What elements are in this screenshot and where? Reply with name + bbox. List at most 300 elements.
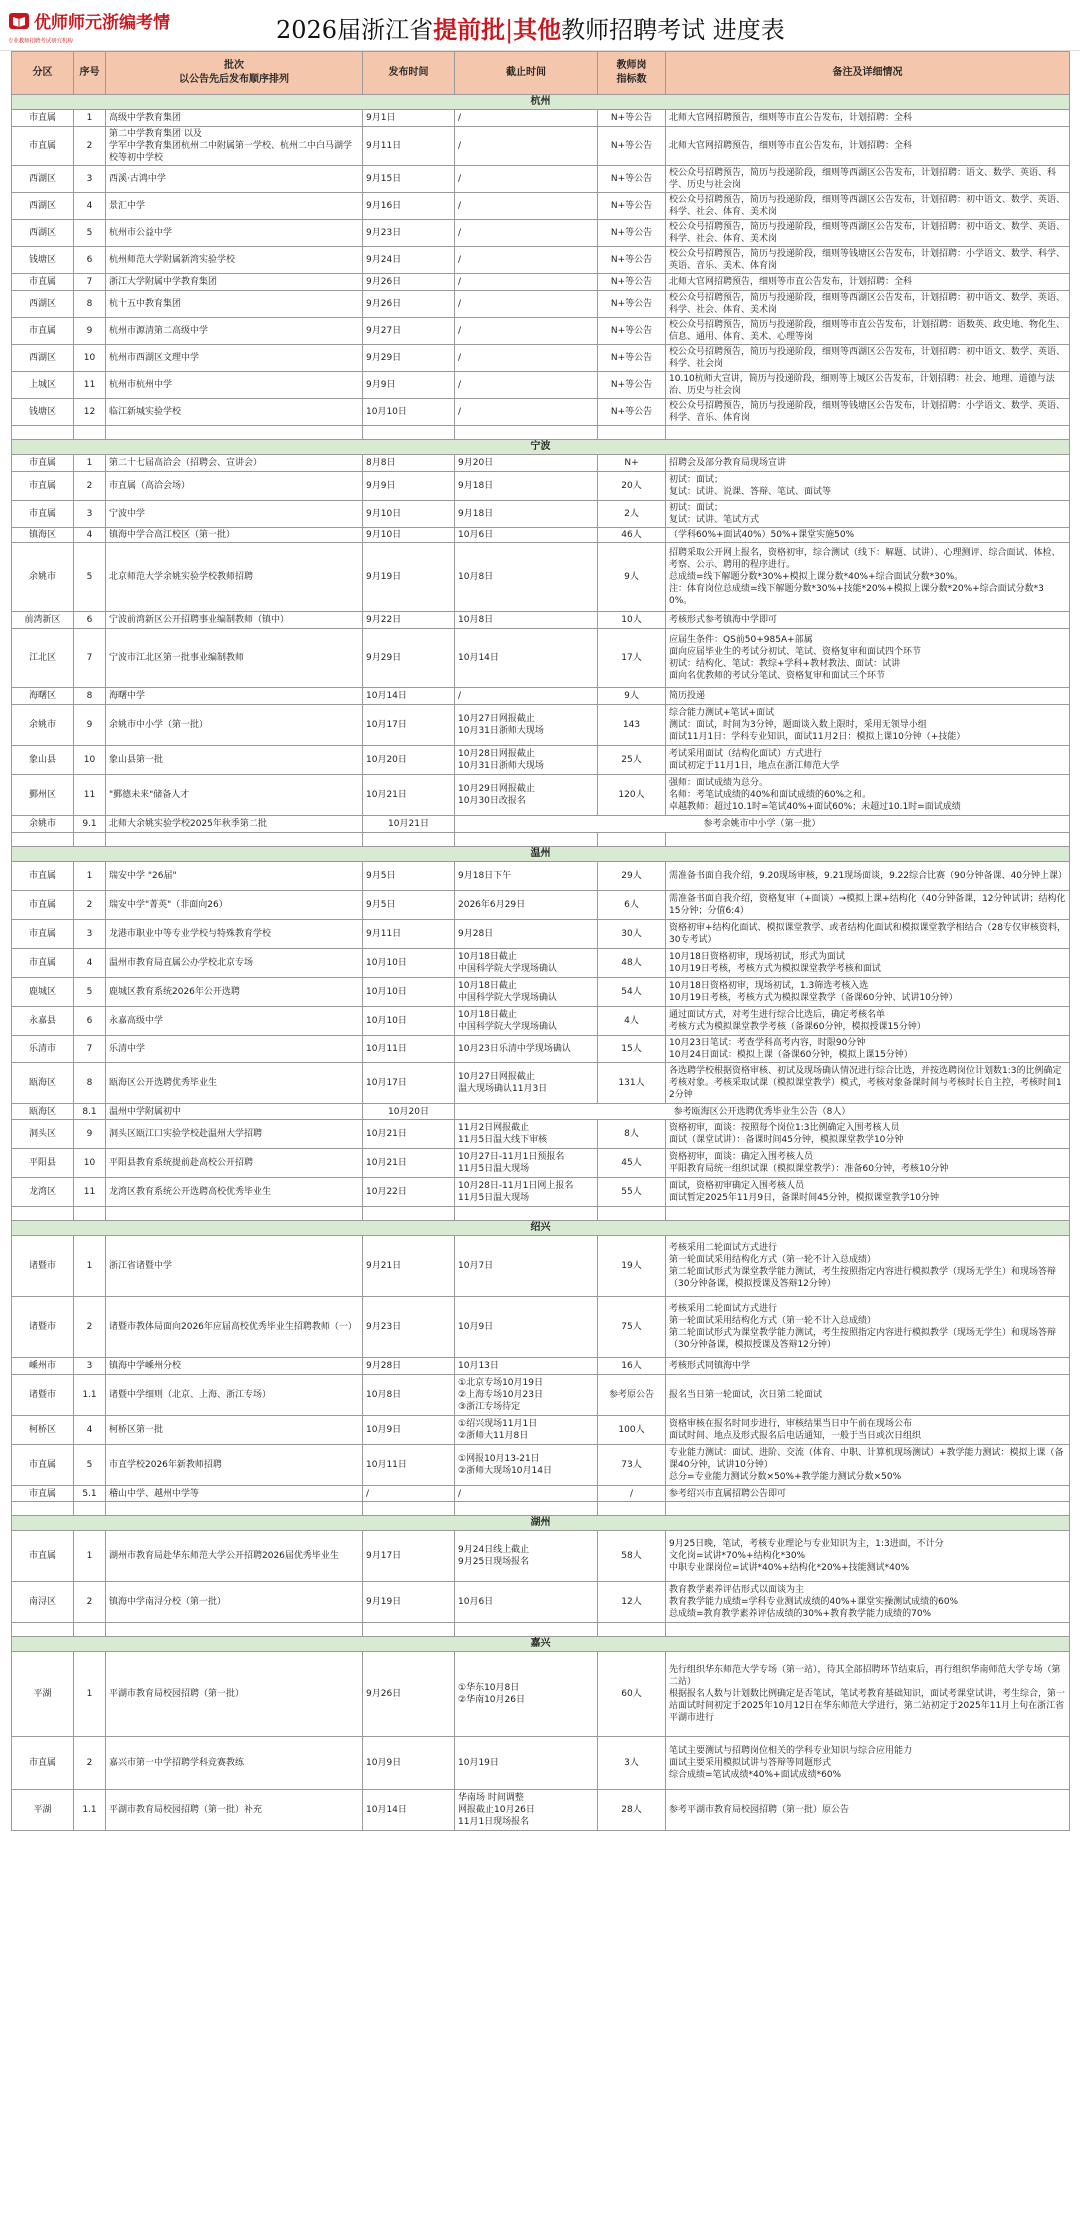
cell-publish-time: 10月10日	[363, 949, 455, 978]
cell-index: 5.1	[74, 1486, 106, 1502]
table-row	[12, 1358, 1070, 1375]
title-separator: |	[505, 16, 514, 44]
table-row	[12, 399, 1070, 426]
cell-region: 平阳县	[12, 1149, 74, 1178]
cell-deadline: 10月13日	[455, 1358, 598, 1375]
cell-batch: 温州市教育局直属公办学校北京专场	[106, 949, 363, 978]
cell-region: 平湖	[12, 1790, 74, 1831]
blank-row	[12, 1502, 1070, 1516]
cell-deadline: 9月24日线上截止 9月25日现场报名	[455, 1531, 598, 1582]
cell-deadline: /	[455, 127, 598, 166]
cell-notes: 考核形式同镇海中学	[666, 1358, 1070, 1375]
cell-notes: （学科60%+面试40%）50%+课堂实施50%	[666, 528, 1070, 543]
cell-region: 海曙区	[12, 688, 74, 705]
title-highlight-early: 提前批	[433, 15, 506, 44]
cell-region: 西湖区	[12, 220, 74, 247]
cell-index: 1	[74, 1236, 106, 1297]
table-row	[12, 127, 1070, 166]
cell-index: 5	[74, 1445, 106, 1486]
cell-quota: 46人	[598, 528, 666, 543]
cell-quota: 100人	[598, 1416, 666, 1445]
cell-batch: 镇海中学合高江校区（第一批）	[106, 528, 363, 543]
table-row	[12, 688, 1070, 705]
cell-quota: 29人	[598, 862, 666, 891]
cell-deadline: 2026年6月29日	[455, 891, 598, 920]
blank-cell	[455, 426, 598, 440]
table-header-row	[12, 52, 1070, 95]
cell-deadline: /	[455, 399, 598, 426]
cell-notes: 10.10杭师大宣讲，简历与投递阶段，细则等上城区公告发布，计划招聘：社会、地理、道德与法治、历史与社会岗	[666, 372, 1070, 399]
cell-deadline: 9月20日	[455, 455, 598, 472]
cell-region: 西湖区	[12, 345, 74, 372]
cell-deadline: 10月28日-11月1日网上报名 11月5日温大现场	[455, 1178, 598, 1207]
cell-notes: 北师大官网招聘预告，细则等市直公告发布，计划招聘：全科	[666, 274, 1070, 291]
cell-index: 9	[74, 705, 106, 746]
cell-notes: 参考余姚市中小学（第一批）	[455, 816, 1070, 833]
section-title: 嘉兴	[12, 1637, 1070, 1652]
cell-index: 7	[74, 629, 106, 688]
cell-quota: 30人	[598, 920, 666, 949]
cell-quota: 75人	[598, 1297, 666, 1358]
blank-cell	[74, 1502, 106, 1516]
blank-row	[12, 426, 1070, 440]
cell-deadline: 10月6日	[455, 1582, 598, 1623]
cell-region: 鹿城区	[12, 978, 74, 1007]
table-row	[12, 247, 1070, 274]
cell-index: 7	[74, 274, 106, 291]
cell-batch: 瓯海区公开选聘优秀毕业生	[106, 1063, 363, 1104]
cell-region: 瓯海区	[12, 1104, 74, 1120]
cell-publish-time: 10月11日	[363, 1445, 455, 1486]
cell-publish-time: 10月11日	[363, 1036, 455, 1063]
cell-deadline: /	[455, 193, 598, 220]
logo-subtitle: 专业教师招聘考试研究机构	[8, 37, 73, 45]
cell-batch: 海曙中学	[106, 688, 363, 705]
table-row	[12, 746, 1070, 775]
cell-deadline: /	[455, 291, 598, 318]
cell-region: 市直属	[12, 110, 74, 127]
section-row	[12, 440, 1070, 455]
cell-batch: 平湖市教育局校园招聘（第一批）补充	[106, 1790, 363, 1831]
cell-index: 11	[74, 1178, 106, 1207]
cell-index: 8.1	[74, 1104, 106, 1120]
cell-quota: 54人	[598, 978, 666, 1007]
cell-quota: 60人	[598, 1652, 666, 1737]
cell-region: 上城区	[12, 372, 74, 399]
cell-deadline: 华南场 时间调整 网报截止10月26日 11月1日现场报名	[455, 1790, 598, 1831]
cell-index: 3	[74, 501, 106, 528]
cell-deadline: ①绍兴现场11月1日 ②浙师大11月8日	[455, 1416, 598, 1445]
cell-publish-time: 9月23日	[363, 220, 455, 247]
cell-quota: 10人	[598, 612, 666, 629]
cell-region: 市直属	[12, 1737, 74, 1790]
cell-deadline: 10月28日网报截止 10月31日浙师大现场	[455, 746, 598, 775]
section-row	[12, 1221, 1070, 1236]
blank-cell	[106, 426, 363, 440]
table-row	[12, 1375, 1070, 1416]
cell-index: 2	[74, 1297, 106, 1358]
blank-cell	[598, 1207, 666, 1221]
cell-region: 市直属	[12, 472, 74, 501]
cell-quota: 48人	[598, 949, 666, 978]
cell-notes: 校公众号招聘预告，简历与投递阶段，细则等西湖区公告发布，计划招聘：初中语文、数学、英语、科学、社会、体育、美术岗	[666, 220, 1070, 247]
cell-index: 4	[74, 949, 106, 978]
cell-notes: 参考绍兴市直属招聘公告即可	[666, 1486, 1070, 1502]
cell-quota: 8人	[598, 1120, 666, 1149]
cell-index: 8	[74, 688, 106, 705]
section-title: 温州	[12, 847, 1070, 862]
table-row	[12, 978, 1070, 1007]
cell-notes: 校公众号招聘预告，简历与投递阶段，细则等钱塘区公告发布，计划招聘：小学语文、数学、英语、科学、音乐、体育岗	[666, 399, 1070, 426]
cell-region: 平湖	[12, 1652, 74, 1737]
cell-notes: 10月18日资格初审，现场初试，形式为面试 10月19日考核，考核方式为模拟课堂教学考核和面试	[666, 949, 1070, 978]
table-row	[12, 1652, 1070, 1737]
cell-region: 象山县	[12, 746, 74, 775]
table-row	[12, 455, 1070, 472]
cell-index: 7	[74, 1036, 106, 1063]
cell-notes: 考核采用二轮面试方式进行 第一轮面试采用结构化方式（第一轮不计入总成绩） 第二轮面试形式为课堂教学能力测试，考生按照指定内容进行模拟教学（现场无学生）和现场答辩（30分钟备课，模拟授课及答辩12分钟）	[666, 1236, 1070, 1297]
header-publish-time: 发布时间	[363, 52, 455, 95]
cell-region: 镇海区	[12, 528, 74, 543]
cell-region: 龙湾区	[12, 1178, 74, 1207]
cell-quota: 12人	[598, 1582, 666, 1623]
table-row	[12, 949, 1070, 978]
cell-publish-time: 9月21日	[363, 1236, 455, 1297]
cell-index: 5	[74, 978, 106, 1007]
cell-quota: 9人	[598, 688, 666, 705]
cell-index: 10	[74, 746, 106, 775]
cell-notes: 10月23日笔试：考查学科高考内容，时限90分钟 10月24日面试：模拟上课（备课60分钟，模拟上课15分钟）	[666, 1036, 1070, 1063]
cell-index: 8	[74, 1063, 106, 1104]
cell-batch: 高级中学教育集团	[106, 110, 363, 127]
cell-index: 2	[74, 1582, 106, 1623]
table-body	[12, 95, 1070, 1831]
cell-region: 市直属	[12, 501, 74, 528]
cell-batch: 北师大余姚实验学校2025年秋季第二批	[106, 816, 363, 833]
cell-batch: 北京师范大学余姚实验学校教师招聘	[106, 543, 363, 612]
cell-batch: 柯桥区第一批	[106, 1416, 363, 1445]
cell-notes: 参考瓯海区公开选聘优秀毕业生公告（8人）	[455, 1104, 1070, 1120]
cell-publish-time: 10月21日	[363, 1149, 455, 1178]
table-row	[12, 318, 1070, 345]
cell-quota: N+等公告	[598, 127, 666, 166]
cell-batch: 余姚市中小学（第一批）	[106, 705, 363, 746]
blank-cell	[455, 1623, 598, 1637]
cell-quota: 55人	[598, 1178, 666, 1207]
cell-batch: 瑞安中学"菁英"（非面向26）	[106, 891, 363, 920]
cell-batch: 平阳县教育系统提前赴高校公开招聘	[106, 1149, 363, 1178]
cell-notes: 北师大官网招聘预告，细则等市直公告发布，计划招聘：全科	[666, 127, 1070, 166]
cell-quota: 28人	[598, 1790, 666, 1831]
cell-quota: 参考原公告	[598, 1375, 666, 1416]
blank-cell	[74, 833, 106, 847]
cell-deadline: 10月8日	[455, 543, 598, 612]
cell-deadline: 9月18日	[455, 501, 598, 528]
blank-cell	[666, 1502, 1070, 1516]
cell-notes: 简历投递	[666, 688, 1070, 705]
cell-batch: 诸暨市教体局面向2026年应届高校优秀毕业生招聘教师（一）	[106, 1297, 363, 1358]
cell-quota: 120人	[598, 775, 666, 816]
cell-region: 市直属	[12, 127, 74, 166]
cell-publish-time: 10月22日	[363, 1178, 455, 1207]
blank-cell	[455, 1207, 598, 1221]
blank-cell	[666, 426, 1070, 440]
section-row	[12, 1516, 1070, 1531]
cell-quota: N+等公告	[598, 345, 666, 372]
progress-table	[11, 51, 1070, 1831]
cell-notes: 资格初审，面谈：按照每个岗位1:3比例确定入围考核人员 面试（课堂试讲）：备课时间45分钟，模拟课堂教学10分钟	[666, 1120, 1070, 1149]
cell-deadline: /	[455, 220, 598, 247]
cell-index: 6	[74, 612, 106, 629]
cell-notes: 初试：面试； 复试：试讲、说课、答辩、笔试、面试等	[666, 472, 1070, 501]
section-row	[12, 1637, 1070, 1652]
table-row	[12, 1737, 1070, 1790]
table-row	[12, 1582, 1070, 1623]
cell-region: 市直属	[12, 274, 74, 291]
cell-index: 4	[74, 528, 106, 543]
table-row	[12, 1104, 1070, 1120]
title-highlight-other: 其他	[513, 15, 562, 44]
blank-cell	[12, 833, 74, 847]
cell-deadline: 10月27日网报截止 10月31日浙师大现场	[455, 705, 598, 746]
cell-notes: 校公众号招聘预告，简历与投递阶段，细则等钱塘区公告发布，计划招聘：小学语文、数学、科学、英语、音乐、美术、体育岗	[666, 247, 1070, 274]
cell-deadline: 10月14日	[455, 629, 598, 688]
cell-index: 3	[74, 1358, 106, 1375]
cell-region: 市直属	[12, 862, 74, 891]
blank-cell	[666, 1623, 1070, 1637]
cell-quota: /	[598, 1486, 666, 1502]
cell-deadline: 9月18日下午	[455, 862, 598, 891]
cell-batch: 龙港市职业中等专业学校与特殊教育学校	[106, 920, 363, 949]
cell-publish-time: 10月17日	[363, 705, 455, 746]
cell-batch: 临江新城实验学校	[106, 399, 363, 426]
blank-cell	[106, 833, 363, 847]
cell-quota: N+等公告	[598, 110, 666, 127]
cell-notes: 校公众号招聘预告，简历与投递阶段，细则等西湖区公告发布，计划招聘：初中语文、数学、英语、科学、社会、体育、美术岗	[666, 291, 1070, 318]
cell-batch: 龙湾区教育系统公开选聘高校优秀毕业生	[106, 1178, 363, 1207]
table-row	[12, 612, 1070, 629]
cell-deadline: 9月28日	[455, 920, 598, 949]
cell-notes: 笔试主要测试与招聘岗位相关的学科专业知识与综合应用能力 面试主要采用模拟试讲与答辩等同题形式 综合成绩=笔试成绩*40%+面试成绩*60%	[666, 1737, 1070, 1790]
cell-deadline: 10月6日	[455, 528, 598, 543]
cell-deadline: 11月2日网报截止 11月5日温大线下审核	[455, 1120, 598, 1149]
cell-region: 市直属	[12, 920, 74, 949]
cell-publish-time: 9月24日	[363, 247, 455, 274]
cell-batch: 稽山中学、越州中学等	[106, 1486, 363, 1502]
section-title: 湖州	[12, 1516, 1070, 1531]
cell-deadline: 10月18日截止 中国科学院大学现场确认	[455, 1007, 598, 1036]
cell-publish-time: 9月19日	[363, 1582, 455, 1623]
cell-region: 诸暨市	[12, 1375, 74, 1416]
cell-batch: 浙江省诸暨中学	[106, 1236, 363, 1297]
cell-region: 市直属	[12, 891, 74, 920]
blank-cell	[363, 833, 455, 847]
table-row	[12, 629, 1070, 688]
cell-region: 诸暨市	[12, 1297, 74, 1358]
cell-quota: 20人	[598, 472, 666, 501]
cell-index: 11	[74, 775, 106, 816]
cell-deadline: /	[455, 110, 598, 127]
cell-deadline: 10月23日乐清中学现场确认	[455, 1036, 598, 1063]
blank-cell	[363, 1502, 455, 1516]
cell-region: 余姚市	[12, 543, 74, 612]
cell-index: 9.1	[74, 816, 106, 833]
table-row	[12, 372, 1070, 399]
blank-cell	[455, 1502, 598, 1516]
cell-quota: 6人	[598, 891, 666, 920]
cell-publish-time: 9月17日	[363, 1531, 455, 1582]
cell-publish-time: 9月26日	[363, 291, 455, 318]
cell-index: 10	[74, 345, 106, 372]
header-index: 序号	[74, 52, 106, 95]
cell-index: 10	[74, 1149, 106, 1178]
cell-index: 1	[74, 862, 106, 891]
cell-batch: 市直学校2026年新教师招聘	[106, 1445, 363, 1486]
section-row	[12, 95, 1070, 110]
header-batch: 批次 以公告先后发布顺序排列	[106, 52, 363, 95]
cell-deadline: /	[455, 247, 598, 274]
blank-cell	[666, 1207, 1070, 1221]
cell-region: 诸暨市	[12, 1236, 74, 1297]
cell-region: 钱塘区	[12, 399, 74, 426]
cell-region: 市直属	[12, 1531, 74, 1582]
cell-notes: 专业能力测试：面试、进阶、交流（体育、中职、计算机现场测试）+教学能力测试：模拟上课（备课40分钟，试讲10分钟） 总分=专业能力测试分数×50%+教学能力测试分数×50%	[666, 1445, 1070, 1486]
cell-publish-time: 9月11日	[363, 127, 455, 166]
cell-notes: 应届生条件：QS前50+985A+部属 面向应届毕业生的考试分初试、笔试、资格复审和面试四个环节 初试：结构化、笔试：教综+学科+教材教法、面试：试讲 面向名优教师的考试分笔试、资格复审和面试三个环节	[666, 629, 1070, 688]
table-row	[12, 1790, 1070, 1831]
table-row	[12, 472, 1070, 501]
cell-batch: 杭州市杭州中学	[106, 372, 363, 399]
table-row	[12, 543, 1070, 612]
cell-publish-time: 10月20日	[363, 1104, 455, 1120]
cell-batch: 第二十七届高洽会（招聘会、宣讲会）	[106, 455, 363, 472]
cell-index: 3	[74, 166, 106, 193]
cell-deadline: ①网报10月13-21日 ②浙师大现场10月14日	[455, 1445, 598, 1486]
cell-publish-time: 10月21日	[363, 775, 455, 816]
cell-batch: 景汇中学	[106, 193, 363, 220]
cell-batch: 西溪·古鸿中学	[106, 166, 363, 193]
cell-quota: N+等公告	[598, 220, 666, 247]
cell-notes: 先行组织华东师范大学专场（第一站），待其全部招聘环节结束后，再行组织华南师范大学专场（第二站） 根据报名人数与计划数比例确定是否笔试，笔试考教育基础知识，面试考课堂试讲，考生综合，第一站面试时间初定于2025年10月12日在华东师范大学进行，第二站初定于2025年11月上旬在浙江省平湖市进行	[666, 1652, 1070, 1737]
cell-region: 南浔区	[12, 1582, 74, 1623]
table-row	[12, 775, 1070, 816]
cell-publish-time: 9月1日	[363, 110, 455, 127]
cell-region: 市直属	[12, 455, 74, 472]
table-row	[12, 1297, 1070, 1358]
blank-cell	[598, 833, 666, 847]
cell-notes: 资格初审+结构化面试、模拟课堂教学、或者结构化面试和模拟课堂教学相结合（28专仅审核资料，30专考试）	[666, 920, 1070, 949]
cell-notes: 需准备书面自我介绍，9.20现场审核，9.21现场面谈，9.22综合比赛（90分钟备课、40分钟上课）	[666, 862, 1070, 891]
cell-batch: 永嘉高级中学	[106, 1007, 363, 1036]
cell-region: 前湾新区	[12, 612, 74, 629]
cell-quota: 4人	[598, 1007, 666, 1036]
cell-index: 6	[74, 1007, 106, 1036]
cell-notes: 各选聘学校根据资格审核、初试及现场确认情况进行综合比选，并按选聘岗位计划数1:3的比例确定考核对象。考核采取试课（模拟课堂教学）模式，考核对象备课时间与考核时长自主控，考核时间12分钟	[666, 1063, 1070, 1104]
cell-deadline: 10月19日	[455, 1737, 598, 1790]
logo	[8, 6, 218, 46]
cell-publish-time: 9月5日	[363, 891, 455, 920]
table-row	[12, 891, 1070, 920]
cell-index: 2	[74, 472, 106, 501]
cell-deadline: 10月27日网报截止 温大现场确认11月3日	[455, 1063, 598, 1104]
blank-cell	[74, 1623, 106, 1637]
cell-batch: 温州中学附属初中	[106, 1104, 363, 1120]
table-row	[12, 1178, 1070, 1207]
cell-notes: 资格审核在报名时同步进行，审核结果当日中午前在现场公布 面试时间、地点及形式报名后电话通知，一般于当日或次日组织	[666, 1416, 1070, 1445]
table-row	[12, 1531, 1070, 1582]
cell-notes: 报名当日第一轮面试，次日第二轮面试	[666, 1375, 1070, 1416]
table-row	[12, 1486, 1070, 1502]
cell-quota: 45人	[598, 1149, 666, 1178]
cell-region: 柯桥区	[12, 1416, 74, 1445]
table-row	[12, 1120, 1070, 1149]
table-row	[12, 345, 1070, 372]
cell-index: 2	[74, 127, 106, 166]
cell-index: 2	[74, 891, 106, 920]
cell-region: 市直属	[12, 318, 74, 345]
table-row	[12, 291, 1070, 318]
cell-publish-time: 9月9日	[363, 472, 455, 501]
cell-region: 鄞州区	[12, 775, 74, 816]
cell-quota: 73人	[598, 1445, 666, 1486]
cell-batch: 浙江大学附属中学教育集团	[106, 274, 363, 291]
cell-region: 瓯海区	[12, 1063, 74, 1104]
cell-publish-time: /	[363, 1486, 455, 1502]
cell-publish-time: 10月10日	[363, 1007, 455, 1036]
book-logo-icon	[8, 10, 30, 32]
cell-notes: 校公众号招聘预告，简历与投递阶段，细则等市直公告发布，计划招聘：语数英、政史地、物化生、信息、通用、体育、美术、心理等岗	[666, 318, 1070, 345]
cell-quota: N+等公告	[598, 166, 666, 193]
cell-publish-time: 9月5日	[363, 862, 455, 891]
blank-cell	[598, 1502, 666, 1516]
blank-row	[12, 1623, 1070, 1637]
cell-notes: 北师大官网招聘预告，细则等市直公告发布，计划招聘：全科	[666, 110, 1070, 127]
table-row	[12, 110, 1070, 127]
cell-publish-time: 10月10日	[363, 399, 455, 426]
cell-notes: 校公众号招聘预告，简历与投递阶段，细则等西湖区公告发布，计划招聘：初中语文、数学、英语、科学、社会、体育、美术岗	[666, 193, 1070, 220]
cell-batch: 瑞安中学 "26届"	[106, 862, 363, 891]
cell-index: 2	[74, 1737, 106, 1790]
cell-notes: 通过面试方式，对考生进行综合比选后，确定考核名单 考核方式为模拟课堂教学考核（备课60分钟，模拟授课15分钟）	[666, 1007, 1070, 1036]
cell-batch: 镇海中学南浔分校（第一批）	[106, 1582, 363, 1623]
cell-deadline: /	[455, 688, 598, 705]
cell-index: 1	[74, 1652, 106, 1737]
cell-region: 钱塘区	[12, 247, 74, 274]
blank-cell	[12, 1623, 74, 1637]
cell-quota: 2人	[598, 501, 666, 528]
table-row	[12, 920, 1070, 949]
table-row	[12, 705, 1070, 746]
cell-region: 永嘉县	[12, 1007, 74, 1036]
cell-index: 1	[74, 110, 106, 127]
cell-quota: 58人	[598, 1531, 666, 1582]
table-row	[12, 862, 1070, 891]
table-row	[12, 193, 1070, 220]
cell-notes: 10月18日资格初审，现场初试，1.3筛选考核入选 10月19日考核，考核方式为模拟课堂教学（备课60分钟、试讲10分钟）	[666, 978, 1070, 1007]
cell-notes: 9月25日晚，笔试，考核专业理论与专业知识为主，1:3进面，不计分 文化岗=试讲*70%+结构化*30% 中职专业课岗位=试讲*40%+结构化*20%+技能测试*40%	[666, 1531, 1070, 1582]
table-row	[12, 1063, 1070, 1104]
cell-publish-time: 10月21日	[363, 1120, 455, 1149]
cell-publish-time: 9月9日	[363, 372, 455, 399]
cell-region: 嵊州市	[12, 1358, 74, 1375]
cell-batch: 市直属（高洽会场）	[106, 472, 363, 501]
cell-quota: N+等公告	[598, 291, 666, 318]
cell-notes: 资格初审，面谈：确定入围考核人员 平阳教育局统一组织试课（模拟课堂教学）：准备60分钟，考核10分钟	[666, 1149, 1070, 1178]
blank-cell	[363, 1207, 455, 1221]
cell-batch: 洞头区瓯江口实验学校赴温州大学招聘	[106, 1120, 363, 1149]
cell-notes: 教育教学素养评估形式以面谈为主 教育教学能力成绩=学科专业测试成绩的40%+课堂实操测试成绩的60% 总成绩=教育教学素养评估成绩的30%+教育教学能力成绩的70%	[666, 1582, 1070, 1623]
cell-deadline: /	[455, 274, 598, 291]
